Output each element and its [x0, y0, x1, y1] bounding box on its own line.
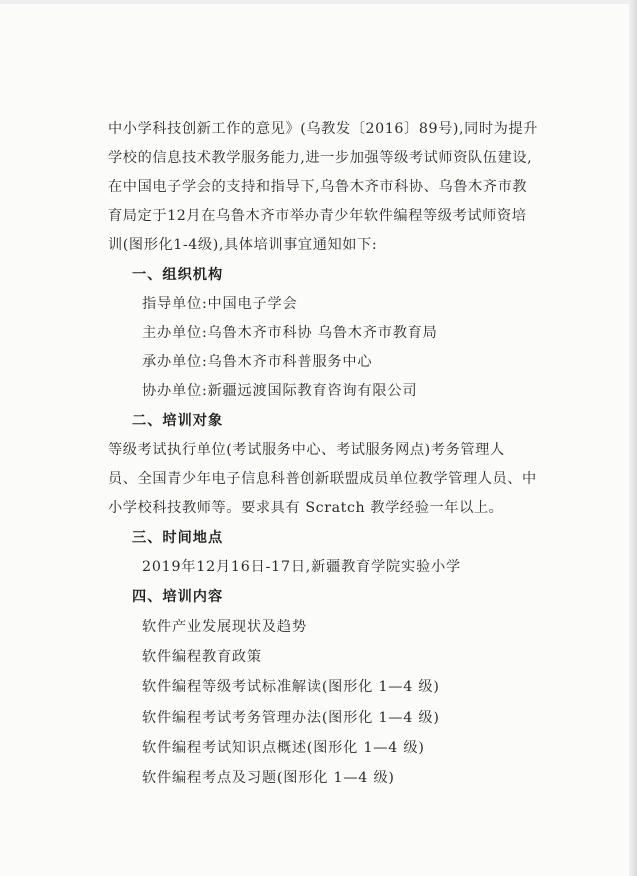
section-heading-organization: 一、组织机构 — [132, 267, 224, 283]
content-item: 软件编程等级考试标准解读(图形化 1—4 级) — [142, 679, 440, 696]
intro-line: 育局定于12月在乌鲁木齐市举办青少年软件编程等级考试师资培 — [108, 208, 527, 224]
intro-line: 中小学科技创新工作的意见》(乌教发〔2016〕89号),同时为提升 — [108, 121, 539, 137]
audience-line: 小学校科技教师等。要求具有 Scratch 教学经验一年以上。 — [108, 500, 504, 516]
content-item: 软件编程教育政策 — [142, 649, 262, 666]
section-heading-audience: 二、培训对象 — [132, 413, 224, 429]
org-guiding-unit: 指导单位:中国电子学会 — [142, 296, 298, 312]
section-heading-time-place: 三、时间地点 — [132, 530, 224, 546]
audience-line: 员、全国青少年电子信息科普创新联盟成员单位教学管理人员、中 — [108, 471, 537, 487]
scan-edge-right — [629, 0, 637, 876]
scan-edge-top — [0, 0, 637, 4]
org-host-units: 主办单位:乌鲁木齐市科协 乌鲁木齐市教育局 — [142, 325, 438, 341]
audience-paragraph — [108, 436, 576, 523]
content-item: 软件编程考试考务管理办法(图形化 1—4 级) — [142, 709, 440, 726]
time-place-text: 2019年12月16日-17日,新疆教育学院实验小学 — [142, 559, 461, 575]
audience-line: 等级考试执行单位(考试服务中心、考试服务网点)考务管理人 — [108, 442, 505, 458]
content-item: 软件编程考试知识点概述(图形化 1—4 级) — [142, 739, 425, 756]
document-body — [108, 115, 576, 793]
content-item: 软件编程考点及习题(图形化 1—4 级) — [142, 770, 395, 787]
org-organizer-unit: 承办单位:乌鲁木齐市科普服务中心 — [142, 354, 373, 370]
intro-line: 学校的信息技术教学服务能力,进一步加强等级考试师资队伍建设, — [108, 150, 533, 166]
section-heading-content: 四、培训内容 — [132, 589, 224, 605]
org-co-organizer-unit: 协办单位:新疆远渡国际教育咨询有限公司 — [142, 383, 418, 399]
intro-line: 训(图形化1-4级),具体培训事宜通知如下: — [108, 237, 378, 253]
intro-paragraph — [108, 115, 576, 260]
intro-line: 在中国电子学会的支持和指导下,乌鲁木齐市科协、乌鲁木齐市教 — [108, 179, 528, 195]
content-item: 软件产业发展现状及趋势 — [142, 619, 307, 635]
